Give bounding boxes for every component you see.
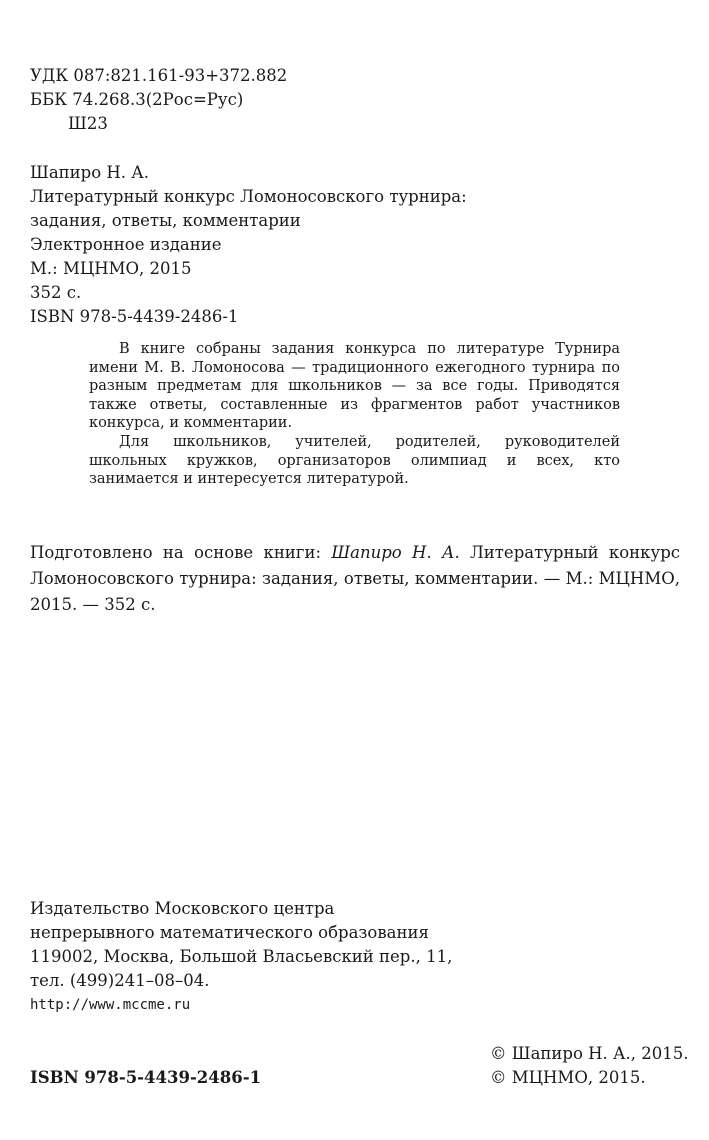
prepared-author: Шапиро Н. А. xyxy=(331,543,460,562)
publisher-url[interactable]: http://www.mccme.ru xyxy=(30,997,191,1013)
publisher-line-2: непрерывного математического образования xyxy=(30,923,429,942)
copyright-block xyxy=(490,1042,689,1090)
author-name: Шапиро Н. А. xyxy=(30,163,150,182)
publisher-info xyxy=(30,897,452,1017)
page-count: 352 с. xyxy=(30,283,82,302)
prepared-rest: Литературный конкурс Ломоносовского турнира: задания, ответы, комментарии. — М.: МЦНМО, 2015. — 352 с. xyxy=(30,543,680,614)
prepared-from-note xyxy=(30,540,680,618)
publisher-phone: тел. (499)241–08–04. xyxy=(30,971,210,990)
copyright-publisher: © МЦНМО, 2015. xyxy=(490,1068,646,1087)
author-mark: Ш23 xyxy=(68,114,108,133)
copyright-author: © Шапиро Н. А., 2015. xyxy=(490,1044,689,1063)
footer-isbn: ISBN 978-5-4439-2486-1 xyxy=(30,1068,262,1087)
annotation-paragraph-1: В книге собраны задания конкурса по литературе Турнира имени М. В. Ломоносова — традиционного ежегодного турнира по разным предметам для школьников — за все годы. Приводятся также ответы, составленные из фрагментов работ участников конкурса, и комментарии. xyxy=(89,341,620,432)
udk-code: УДК 087:821.161-93+372.882 xyxy=(30,66,288,85)
publisher-address: 119002, Москва, Большой Власьевский пер., 11, xyxy=(30,947,453,966)
annotation xyxy=(89,340,620,489)
prepared-prefix: Подготовлено на основе книги: xyxy=(30,543,332,562)
book-title-line-2: задания, ответы, комментарии xyxy=(30,211,301,230)
annotation-paragraph-2: Для школьников, учителей, родителей, руководителей школьных кружков, организаторов олимпиад и всех, кто занимается и интересуется литературой. xyxy=(89,433,620,488)
publisher-year: М.: МЦНМО, 2015 xyxy=(30,259,192,278)
classification-block xyxy=(30,64,287,136)
edition-type: Электронное издание xyxy=(30,235,222,254)
book-title-line-1: Литературный конкурс Ломоносовского турнира: xyxy=(30,187,467,206)
bbk-code: ББК 74.268.3(2Рос=Рус) xyxy=(30,90,244,109)
publisher-line-1: Издательство Московского центра xyxy=(30,899,335,918)
isbn-number: ISBN 978-5-4439-2486-1 xyxy=(30,307,239,326)
bibliographic-record xyxy=(30,161,467,329)
